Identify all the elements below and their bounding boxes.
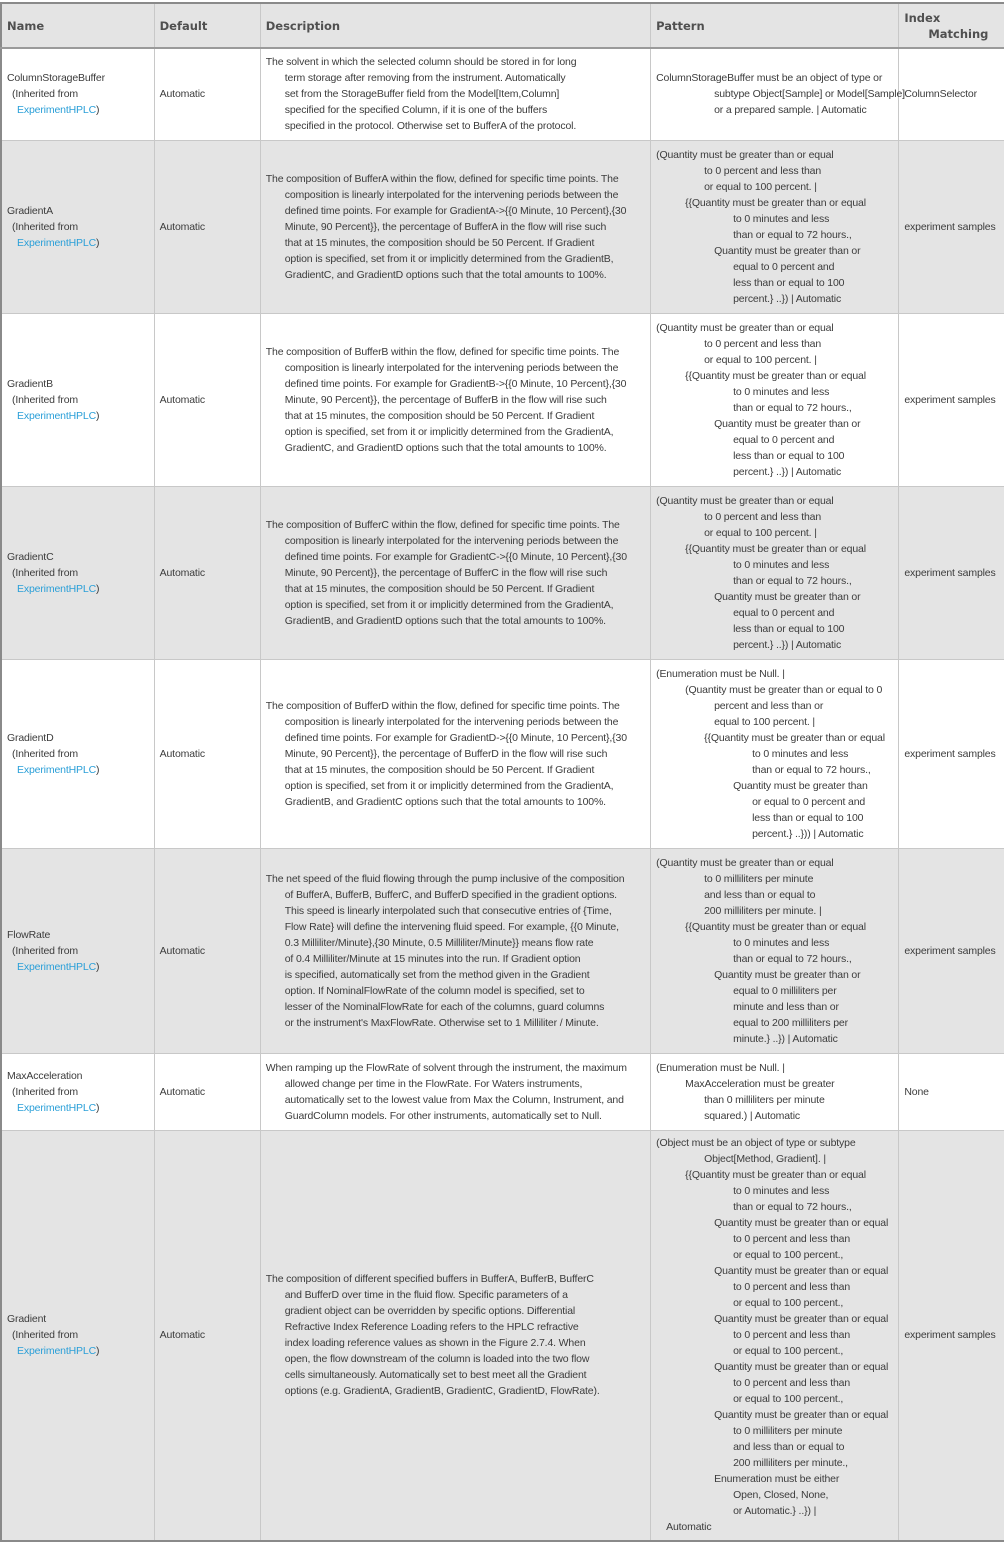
inherited-suffix: ) [96,236,100,249]
description-line: Refractive Index Reference Loading refers to the HPLC refractive [284,1321,579,1334]
pattern-line: than or equal to 72 hours., [733,228,852,241]
index-matching-cell: experiment samples [899,313,1004,486]
pattern-line: percent.} ..}) | Automatic [733,465,842,478]
inherited-suffix: ) [96,1101,100,1114]
description-line: GradientB, and GradientD options such that the total amounts to 100%. [284,614,606,627]
experiment-hplc-link[interactable]: ExperimentHPLC [17,104,97,117]
description-line: automatically set to the lowest value from Max the Column, Instrument, and [284,1093,624,1106]
pattern-line: to 0 percent and less than [704,510,822,523]
table-row [1,848,1004,1053]
option-name: ColumnStorageBuffer [7,72,105,85]
default-cell: Automatic [154,48,260,140]
inherited-label: (Inherited from [12,88,79,101]
description-line: The composition of different specified buffers in BufferA, BufferB, BufferC [265,1273,594,1286]
table-row [1,1130,1004,1541]
pattern-line: or equal to 100 percent., [733,1345,844,1358]
pattern-line: Enumeration must be either [714,1473,840,1486]
pattern-line: equal to 0 milliliters per [733,984,837,997]
pattern-line: to 0 milliliters per minute [733,1425,843,1438]
pattern-line: (Enumeration must be Null. | [656,667,785,680]
pattern-line: than 0 milliliters per minute [704,1093,825,1106]
pattern-line: than or equal to 72 hours., [733,1201,852,1214]
pattern-line: (Enumeration must be Null. | [656,1061,785,1074]
description-line: The composition of BufferA within the flow, defined for specific time points. The [265,172,619,185]
description-line: GradientC, and GradientD options such that the total amounts to 100%. [284,268,607,281]
table-row [1,486,1004,659]
description-cell [260,48,650,140]
pattern-line: or Automatic.} ..}) | [733,1505,817,1518]
pattern-line: equal to 0 percent and [733,433,835,446]
index-matching-cell: experiment samples [899,140,1004,313]
description-cell [260,140,650,313]
table-row [1,313,1004,486]
default-cell: Automatic [154,848,260,1053]
description-cell [260,486,650,659]
pattern-line: Object[Method, Gradient]. | [704,1153,826,1166]
name-cell [1,1130,154,1541]
inherited-suffix: ) [96,104,100,117]
pattern-line: Automatic [666,1521,712,1534]
inherited-link-wrap [7,581,149,597]
pattern-line: or equal to 0 percent and [752,795,866,808]
pattern-line: or equal to 100 percent., [733,1249,844,1262]
header-name: Name [1,3,154,48]
pattern-line: to 0 minutes and less [733,936,830,949]
description-line: Minute, 90 Percent}}, the percentage of BufferD in the flow will rise such [284,747,608,760]
pattern-line: or equal to 100 percent. | [704,353,817,366]
pattern-line: to 0 percent and less than [704,337,822,350]
description-line: cells simultaneously. Automatically set to best meet all the Gradient [284,1369,587,1382]
pattern-line: to 0 minutes and less [733,558,830,571]
header-default: Default [154,3,260,48]
pattern-line: (Object must be an object of type or subtype [656,1137,856,1150]
description-line: defined time points. For example for GradientC->{{0 Minute, 10 Percent},{30 [284,550,627,563]
pattern-line: Quantity must be greater than or equal [714,1361,889,1374]
pattern-line: or equal to 100 percent., [733,1393,844,1406]
experiment-hplc-link[interactable]: ExperimentHPLC [17,1345,97,1358]
header-index-line2: Matching [928,26,989,41]
description-line: specified in the protocol. Otherwise set to BufferA of the protocol. [284,120,577,133]
description-line: or the instrument's MaxFlowRate. Otherwise set to 1 Milliliter / Minute. [284,1016,599,1029]
experiment-hplc-link[interactable]: ExperimentHPLC [17,1101,97,1114]
pattern-line: percent.} ..}) | Automatic [733,638,842,651]
inherited-suffix: ) [96,960,100,973]
description-line: defined time points. For example for GradientB->{{0 Minute, 10 Percent},{30 [284,377,627,390]
header-pattern: Pattern [651,3,899,48]
default-cell: Automatic [154,1130,260,1541]
pattern-line: than or equal to 72 hours., [733,952,852,965]
pattern-line: ColumnStorageBuffer must be an object of type or [656,72,883,85]
pattern-cell [651,848,899,1053]
inherited-link-wrap [7,1343,149,1359]
index-matching-cell: experiment samples [899,1130,1004,1541]
name-cell [1,1053,154,1130]
pattern-line: Quantity must be greater than or [714,968,861,981]
description-line: option is specified, set from it or implicitly determined from the GradientA, [284,779,614,792]
description-line: that at 15 minutes, the composition should be 50 Percent. If Gradient [284,763,595,776]
description-line: defined time points. For example for GradientD->{{0 Minute, 10 Percent},{30 [284,731,627,744]
pattern-line: Quantity must be greater than or [714,590,861,603]
pattern-line: less than or equal to 100 [733,622,845,635]
description-line: option. If NominalFlowRate of the column model is specified, set to [284,984,585,997]
pattern-line: {{Quantity must be greater than or equal [685,369,866,382]
description-line: composition is linearly interpolated for the intervening periods between the [284,534,619,547]
header-row [1,3,1004,48]
inherited-label: (Inherited from [12,220,79,233]
pattern-line: and less than or equal to [733,1441,845,1454]
description-line: of BufferA, BufferB, BufferC, and BufferD specified in the gradient options. [284,888,617,901]
pattern-line: Quantity must be greater than or equal [714,1265,889,1278]
pattern-line: and less than or equal to [704,888,816,901]
pattern-line: Quantity must be greater than or equal [714,1409,889,1422]
default-cell: Automatic [154,1053,260,1130]
inherited-label: (Inherited from [12,393,79,406]
default-cell: Automatic [154,140,260,313]
description-line: that at 15 minutes, the composition should be 50 Percent. If Gradient [284,236,595,249]
pattern-line: {{Quantity must be greater than or equal [685,196,866,209]
table-row [1,140,1004,313]
pattern-line: 200 milliliters per minute., [733,1457,848,1470]
pattern-cell [651,313,899,486]
experiment-hplc-link[interactable]: ExperimentHPLC [17,582,97,595]
pattern-line: Quantity must be greater than [733,779,868,792]
index-matching-cell: experiment samples [899,486,1004,659]
description-line: The composition of BufferD within the flow, defined for specific time points. The [265,699,620,712]
description-line: option is specified, set from it or implicitly determined from the GradientA, [284,425,614,438]
option-name: MaxAcceleration [7,1069,83,1082]
inherited-suffix: ) [96,409,100,422]
experiment-hplc-link[interactable]: ExperimentHPLC [17,960,97,973]
inherited-link-wrap [7,408,149,424]
pattern-line: percent and less than or [714,699,824,712]
pattern-line: to 0 milliliters per minute [704,872,814,885]
header-index-matching [899,3,1004,48]
header-description: Description [260,3,650,48]
option-name: FlowRate [7,928,51,941]
pattern-line: to 0 minutes and less [733,385,830,398]
pattern-line: to 0 percent and less than [733,1329,851,1342]
description-line: set from the StorageBuffer field from the Model[Item,Column] [284,88,560,101]
pattern-line: (Quantity must be greater than or equal [656,856,834,869]
pattern-cell [651,48,905,140]
pattern-line: Quantity must be greater than or [714,244,861,257]
pattern-line: or a prepared sample. | Automatic [714,104,867,117]
description-line: The composition of BufferC within the flow, defined for specific time points. The [265,518,620,531]
description-line: The solvent in which the selected column should be stored in for long [265,56,577,69]
experiment-hplc-link[interactable]: ExperimentHPLC [17,409,97,422]
inherited-link-wrap [7,1100,149,1116]
inherited-label: (Inherited from [12,1085,79,1098]
pattern-line: MaxAcceleration must be greater [685,1077,835,1090]
header-index-line1: Index [904,10,941,25]
pattern-line: to 0 percent and less than [733,1281,851,1294]
description-line: allowed change per time in the FlowRate. For Waters instruments, [284,1077,583,1090]
default-cell: Automatic [154,313,260,486]
description-line: The composition of BufferB within the flow, defined for specific time points. The [265,345,620,358]
pattern-line: (Quantity must be greater than or equal [656,148,834,161]
pattern-line: to 0 percent and less than [733,1233,851,1246]
description-line: Minute, 90 Percent}}, the percentage of BufferA in the flow will rise such [284,220,607,233]
inherited-link-wrap [7,102,149,118]
option-name: GradientB [7,377,53,390]
pattern-line: to 0 percent and less than [704,164,822,177]
pattern-line: less than or equal to 100 [752,811,864,824]
pattern-cell [651,140,899,313]
description-line: GradientC, and GradientD options such that the total amounts to 100%. [284,441,607,454]
pattern-line: Quantity must be greater than or equal [714,1313,889,1326]
index-matching-cell: experiment samples [899,659,1004,848]
description-line: lesser of the NominalFlowRate for each of the columns, guard columns [284,1000,605,1013]
pattern-line: equal to 0 percent and [733,606,835,619]
pattern-line: percent.} ..}) | Automatic [733,292,842,305]
description-line: composition is linearly interpolated for the intervening periods between the [284,715,619,728]
pattern-line: to 0 percent and less than [733,1377,851,1390]
description-line: GuardColumn models. For other instruments, automatically set to Null. [284,1109,602,1122]
option-name: GradientD [7,731,54,744]
pattern-line: equal to 0 percent and [733,260,835,273]
options-table [0,2,1004,1542]
description-cell [260,313,650,486]
pattern-line: or equal to 100 percent., [733,1297,844,1310]
description-line: options (e.g. GradientA, GradientB, GradientC, GradientD, FlowRate). [284,1385,600,1398]
inherited-suffix: ) [96,582,100,595]
pattern-line: or equal to 100 percent. | [704,180,817,193]
description-line: defined time points. For example for GradientA->{{0 Minute, 10 Percent},{30 [284,204,627,217]
pattern-line: less than or equal to 100 [733,276,845,289]
name-cell [1,140,154,313]
description-line: that at 15 minutes, the composition should be 50 Percent. If Gradient [284,582,595,595]
experiment-hplc-link[interactable]: ExperimentHPLC [17,763,97,776]
pattern-line: minute.} ..}) | Automatic [733,1032,838,1045]
name-cell [1,486,154,659]
description-line: 0.3 Milliliter/Minute},{30 Minute, 0.5 Milliliter/Minute}} means flow rate [284,936,594,949]
inherited-link-wrap [7,762,149,778]
description-line: composition is linearly interpolated for the intervening periods between the [284,361,619,374]
pattern-cell [651,1130,899,1541]
name-cell [1,848,154,1053]
pattern-line: (Quantity must be greater than or equal [656,494,834,507]
pattern-line: equal to 100 percent. | [714,715,815,728]
pattern-line: to 0 minutes and less [733,1185,830,1198]
description-line: This speed is linearly interpolated such that consecutive entries of {Time, [284,904,612,917]
table-row [1,1053,1004,1130]
name-cell [1,48,154,140]
description-cell [260,659,650,848]
option-name: Gradient [7,1313,47,1326]
pattern-line: (Quantity must be greater than or equal to 0 [685,683,883,696]
pattern-line: to 0 minutes and less [733,212,830,225]
default-cell: Automatic [154,659,260,848]
index-matching-cell: ColumnSelector [899,48,1004,140]
pattern-line: Quantity must be greater than or [714,417,861,430]
pattern-line: or equal to 100 percent. | [704,526,817,539]
pattern-line: {{Quantity must be greater than or equal [685,920,866,933]
description-line: and BufferD over time in the fluid flow. Specific parameters of a [284,1289,568,1302]
pattern-line: minute and less than or [733,1000,839,1013]
description-cell [260,1130,650,1541]
inherited-label: (Inherited from [12,1329,79,1342]
pattern-line: to 0 minutes and less [752,747,849,760]
table-row [1,659,1004,848]
pattern-line: {{Quantity must be greater than or equal [685,542,866,555]
pattern-line: than or equal to 72 hours., [752,763,871,776]
description-line: is specified, automatically set from the method given in the Gradient [284,968,590,981]
description-line: Minute, 90 Percent}}, the percentage of BufferC in the flow will rise such [284,566,608,579]
option-name: GradientA [7,204,53,217]
pattern-line: {{Quantity must be greater than or equal [685,1169,866,1182]
table-row [1,48,1004,140]
pattern-cell [651,1053,899,1130]
inherited-suffix: ) [96,763,100,776]
description-line: of 0.4 Milliliter/Minute at 15 minutes into the run. If Gradient option [284,952,581,965]
pattern-line: Quantity must be greater than or equal [714,1217,889,1230]
description-line: GradientB, and GradientC options such that the total amounts to 100%. [284,795,606,808]
description-line: specified for the specified Column, if it is one of the buffers [284,104,548,117]
inherited-label: (Inherited from [12,566,79,579]
inherited-link-wrap [7,959,149,975]
name-cell [1,659,154,848]
default-cell: Automatic [154,486,260,659]
description-line: Minute, 90 Percent}}, the percentage of BufferB in the flow will rise such [284,393,607,406]
inherited-label: (Inherited from [12,944,79,957]
description-line: Flow Rate} will define the intervening fluid speed. For example, {{0 Minute, [284,920,619,933]
index-matching-cell: experiment samples [899,848,1004,1053]
pattern-cell [651,659,899,848]
option-name: GradientC [7,550,54,563]
pattern-line: subtype Object[Sample] or Model[Sample] [714,88,905,101]
pattern-line: Open, Closed, None, [733,1489,829,1502]
description-line: composition is linearly interpolated for the intervening periods between the [284,188,619,201]
pattern-line: than or equal to 72 hours., [733,574,852,587]
description-cell [260,848,650,1053]
pattern-line: {{Quantity must be greater than or equal [704,731,885,744]
pattern-line: 200 milliliters per minute. | [704,904,822,917]
pattern-line: equal to 200 milliliters per [733,1016,848,1029]
pattern-line: than or equal to 72 hours., [733,401,852,414]
pattern-cell [651,486,899,659]
description-line: open, the flow downstream of the column is loaded into the two flow [284,1353,590,1366]
pattern-line: less than or equal to 100 [733,449,845,462]
description-line: term storage after removing from the instrument. Automatically [284,72,566,85]
inherited-suffix: ) [96,1345,100,1358]
inherited-label: (Inherited from [12,747,79,760]
index-matching-cell: None [899,1053,1004,1130]
inherited-link-wrap [7,235,149,251]
description-line: The net speed of the fluid flowing through the pump inclusive of the composition [265,872,625,885]
experiment-hplc-link[interactable]: ExperimentHPLC [17,236,97,249]
description-line: option is specified, set from it or implicitly determined from the GradientB, [284,252,614,265]
pattern-line: (Quantity must be greater than or equal [656,321,834,334]
description-line: gradient object can be overridden by specific options. Differential [284,1305,576,1318]
pattern-line: squared.) | Automatic [704,1109,800,1122]
description-line: that at 15 minutes, the composition should be 50 Percent. If Gradient [284,409,595,422]
description-line: When ramping up the FlowRate of solvent through the instrument, the maximum [265,1061,627,1074]
pattern-line: percent.} ..})) | Automatic [752,827,864,840]
description-line: option is specified, set from it or implicitly determined from the GradientA, [284,598,614,611]
description-cell [260,1053,650,1130]
name-cell [1,313,154,486]
description-line: index loading reference values as shown in the Figure 2.7.4. When [284,1337,586,1350]
